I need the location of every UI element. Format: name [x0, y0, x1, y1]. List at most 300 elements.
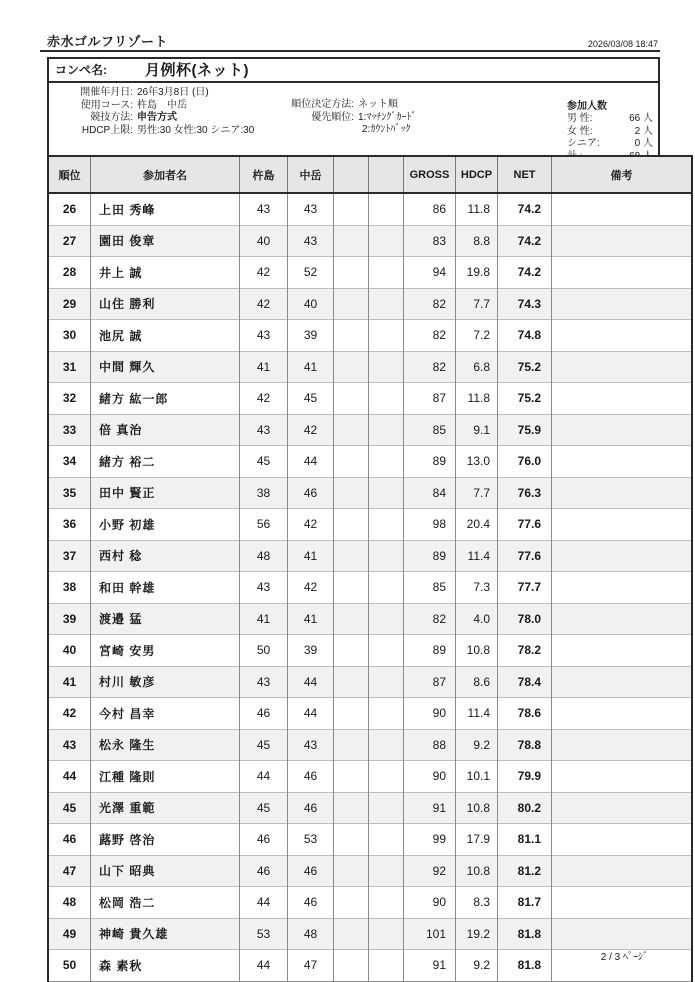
- nakadake-score-cell: 41: [288, 351, 334, 383]
- gross-cell: 89: [404, 540, 456, 572]
- blank-2-cell: [369, 887, 404, 919]
- nakadake-score-cell: 42: [288, 572, 334, 604]
- blank-2-cell: [369, 698, 404, 730]
- net-cell: 81.8: [498, 918, 552, 950]
- report-topbar: [40, 26, 660, 52]
- remarks-cell: [552, 414, 693, 446]
- remarks-cell: [552, 572, 693, 604]
- remarks-cell: [552, 635, 693, 667]
- hdcp-limit-value: 男性:30 女性:30 シニア:30: [137, 124, 255, 136]
- event-date-label: 開催年月日:: [80, 87, 133, 98]
- player-name-cell: 森 素秋: [91, 950, 240, 982]
- hdcp-cell: 8.8: [456, 225, 498, 257]
- participants-female-value: 2 人: [634, 125, 653, 137]
- player-name-cell: 松永 隆生: [91, 729, 240, 761]
- gross-cell: 88: [404, 729, 456, 761]
- blank-1-cell: [334, 855, 369, 887]
- nakadake-score-cell: 39: [288, 320, 334, 352]
- kijima-score-cell: 46: [240, 855, 288, 887]
- blank-1-cell: [334, 414, 369, 446]
- blank-2-cell: [369, 509, 404, 541]
- hdcp-cell: 7.7: [456, 477, 498, 509]
- course-label: 使用コース:: [80, 99, 133, 111]
- remarks-cell: [552, 477, 693, 509]
- table-row: [48, 351, 692, 383]
- col-header-gross: GROSS: [404, 156, 456, 193]
- player-name-cell: 田中 賢正: [91, 477, 240, 509]
- nakadake-score-cell: 41: [288, 603, 334, 635]
- hdcp-cell: 10.1: [456, 761, 498, 793]
- blank-2-cell: [369, 446, 404, 478]
- results-table: [47, 155, 693, 982]
- competition-name-label: コンペ名:: [55, 63, 107, 77]
- blank-2-cell: [369, 477, 404, 509]
- event-date-value: 26年3月8日 (日): [137, 87, 209, 98]
- gross-cell: 89: [404, 446, 456, 478]
- table-row: [48, 729, 692, 761]
- rank-cell: 32: [48, 383, 91, 415]
- hdcp-cell: 11.4: [456, 698, 498, 730]
- net-cell: 81.8: [498, 950, 552, 982]
- blank-2-cell: [369, 414, 404, 446]
- table-row: [48, 887, 692, 919]
- hdcp-cell: 17.9: [456, 824, 498, 856]
- net-cell: 74.3: [498, 288, 552, 320]
- hdcp-cell: 9.1: [456, 414, 498, 446]
- rank-cell: 35: [48, 477, 91, 509]
- player-name-cell: 緒方 裕二: [91, 446, 240, 478]
- kijima-score-cell: 42: [240, 257, 288, 289]
- rank-cell: 26: [48, 193, 91, 225]
- player-name-cell: 中間 輝久: [91, 351, 240, 383]
- table-row: [48, 446, 692, 478]
- report-footer: [47, 948, 656, 963]
- hdcp-cell: 9.2: [456, 950, 498, 982]
- gross-cell: 87: [404, 383, 456, 415]
- rank-cell: 39: [48, 603, 91, 635]
- nakadake-score-cell: 48: [288, 918, 334, 950]
- remarks-cell: [552, 193, 693, 225]
- gross-cell: 84: [404, 477, 456, 509]
- competition-name-row: [49, 59, 658, 83]
- player-name-cell: 西村 稔: [91, 540, 240, 572]
- table-row: [48, 635, 692, 667]
- blank-2-cell: [369, 792, 404, 824]
- kijima-score-cell: 48: [240, 540, 288, 572]
- rank-cell: 30: [48, 320, 91, 352]
- net-cell: 74.2: [498, 193, 552, 225]
- blank-1-cell: [334, 351, 369, 383]
- gross-cell: 89: [404, 635, 456, 667]
- print-datetime: 2026/03/08 18:47: [587, 39, 658, 49]
- participants-title: 参加人数: [567, 101, 607, 112]
- rank-cell: 43: [48, 729, 91, 761]
- gross-cell: 90: [404, 761, 456, 793]
- blank-1-cell: [334, 761, 369, 793]
- table-row: [48, 540, 692, 572]
- nakadake-score-cell: 45: [288, 383, 334, 415]
- rank-cell: 49: [48, 918, 91, 950]
- table-row: [48, 572, 692, 604]
- remarks-cell: [552, 887, 693, 919]
- hdcp-cell: 19.2: [456, 918, 498, 950]
- nakadake-score-cell: 42: [288, 414, 334, 446]
- kijima-score-cell: 44: [240, 887, 288, 919]
- rank-cell: 36: [48, 509, 91, 541]
- kijima-score-cell: 41: [240, 603, 288, 635]
- method-label: 競技方法:: [90, 112, 133, 123]
- kijima-score-cell: 43: [240, 666, 288, 698]
- blank-1-cell: [334, 477, 369, 509]
- net-cell: 81.1: [498, 824, 552, 856]
- gross-cell: 99: [404, 824, 456, 856]
- kijima-score-cell: 42: [240, 383, 288, 415]
- nakadake-score-cell: 41: [288, 540, 334, 572]
- participants-male-row: [567, 113, 653, 126]
- gross-cell: 94: [404, 257, 456, 289]
- rank-cell: 40: [48, 635, 91, 667]
- blank-1-cell: [334, 918, 369, 950]
- blank-1-cell: [334, 792, 369, 824]
- remarks-cell: [552, 729, 693, 761]
- net-cell: 77.7: [498, 572, 552, 604]
- nakadake-score-cell: 53: [288, 824, 334, 856]
- nakadake-score-cell: 40: [288, 288, 334, 320]
- net-cell: 81.7: [498, 887, 552, 919]
- blank-2-cell: [369, 572, 404, 604]
- nakadake-score-cell: 44: [288, 446, 334, 478]
- hdcp-cell: 20.4: [456, 509, 498, 541]
- hdcp-cell: 11.4: [456, 540, 498, 572]
- player-name-cell: 村川 敏彦: [91, 666, 240, 698]
- net-cell: 74.2: [498, 225, 552, 257]
- hdcp-cell: 4.0: [456, 603, 498, 635]
- net-cell: 81.2: [498, 855, 552, 887]
- blank-1-cell: [334, 635, 369, 667]
- competition-name: 月例杯(ネット): [145, 62, 249, 79]
- rank-cell: 29: [48, 288, 91, 320]
- hdcp-cell: 7.2: [456, 320, 498, 352]
- participants-senior-value: 0 人: [634, 138, 653, 149]
- blank-2-cell: [369, 855, 404, 887]
- net-cell: 80.2: [498, 792, 552, 824]
- player-name-cell: 小野 初雄: [91, 509, 240, 541]
- kijima-score-cell: 44: [240, 761, 288, 793]
- results-body: [48, 193, 692, 981]
- player-name-cell: 山下 昭典: [91, 855, 240, 887]
- table-row: [48, 383, 692, 415]
- net-cell: 75.2: [498, 383, 552, 415]
- priority-row-2: [358, 124, 416, 137]
- blank-2-cell: [369, 918, 404, 950]
- kijima-score-cell: 46: [240, 824, 288, 856]
- player-name-cell: 神崎 貴久雄: [91, 918, 240, 950]
- nakadake-score-cell: 44: [288, 666, 334, 698]
- blank-2-cell: [369, 729, 404, 761]
- table-row: [48, 288, 692, 320]
- nakadake-score-cell: 43: [288, 225, 334, 257]
- table-row: [48, 761, 692, 793]
- table-row: [48, 225, 692, 257]
- page-indicator: 2 / 3 ﾍﾟｰｼﾞ: [600, 952, 648, 963]
- rank-cell: 37: [48, 540, 91, 572]
- hdcp-cell: 8.3: [456, 887, 498, 919]
- blank-2-cell: [369, 351, 404, 383]
- hdcp-cell: 10.8: [456, 855, 498, 887]
- gross-cell: 83: [404, 225, 456, 257]
- remarks-cell: [552, 855, 693, 887]
- table-row: [48, 320, 692, 352]
- blank-1-cell: [334, 666, 369, 698]
- player-name-cell: 池尻 誠: [91, 320, 240, 352]
- table-row: [48, 257, 692, 289]
- priority-value-2: 2:ｶｳﾝﾄﾊﾞｯｸ: [362, 124, 411, 135]
- remarks-cell: [552, 351, 693, 383]
- gross-cell: 101: [404, 918, 456, 950]
- ranking-method-value: ネット順: [358, 99, 398, 110]
- rank-cell: 34: [48, 446, 91, 478]
- gross-cell: 82: [404, 320, 456, 352]
- table-row: [48, 698, 692, 730]
- blank-2-cell: [369, 761, 404, 793]
- table-row: [48, 855, 692, 887]
- remarks-cell: [552, 288, 693, 320]
- player-name-cell: 倍 真治: [91, 414, 240, 446]
- gross-cell: 90: [404, 698, 456, 730]
- hdcp-limit-label: HDCP上限:: [81, 124, 133, 136]
- rank-cell: 50: [48, 950, 91, 982]
- rank-cell: 44: [48, 761, 91, 793]
- gross-cell: 90: [404, 887, 456, 919]
- participants-male-value: 66 人: [629, 113, 653, 124]
- rank-cell: 46: [48, 824, 91, 856]
- gross-cell: 82: [404, 351, 456, 383]
- gross-cell: 85: [404, 572, 456, 604]
- net-cell: 79.9: [498, 761, 552, 793]
- blank-2-cell: [369, 193, 404, 225]
- net-cell: 75.2: [498, 351, 552, 383]
- ranking-method-row: [259, 99, 416, 112]
- gross-cell: 82: [404, 288, 456, 320]
- hdcp-cell: 10.8: [456, 792, 498, 824]
- rank-cell: 48: [48, 887, 91, 919]
- competition-header-box: [47, 57, 660, 159]
- results-header-row: [48, 156, 692, 193]
- col-header-nakadake-score: 中岳: [288, 156, 334, 193]
- remarks-cell: [552, 761, 693, 793]
- net-cell: 74.8: [498, 320, 552, 352]
- blank-1-cell: [334, 540, 369, 572]
- blank-2-cell: [369, 288, 404, 320]
- net-cell: 78.6: [498, 698, 552, 730]
- hdcp-cell: 8.6: [456, 666, 498, 698]
- rank-cell: 38: [48, 572, 91, 604]
- table-row: [48, 603, 692, 635]
- net-cell: 76.3: [498, 477, 552, 509]
- blank-1-cell: [334, 698, 369, 730]
- remarks-cell: [552, 225, 693, 257]
- table-row: [48, 792, 692, 824]
- player-name-cell: 園田 俊章: [91, 225, 240, 257]
- gross-cell: 82: [404, 603, 456, 635]
- player-name-cell: 山住 勝利: [91, 288, 240, 320]
- rank-cell: 42: [48, 698, 91, 730]
- player-name-cell: 渡邉 猛: [91, 603, 240, 635]
- kijima-score-cell: 46: [240, 698, 288, 730]
- blank-1-cell: [334, 824, 369, 856]
- net-cell: 77.6: [498, 540, 552, 572]
- table-row: [48, 193, 692, 225]
- remarks-cell: [552, 383, 693, 415]
- nakadake-score-cell: 46: [288, 792, 334, 824]
- nakadake-score-cell: 43: [288, 193, 334, 225]
- kijima-score-cell: 38: [240, 477, 288, 509]
- priority-value-1: 1:ﾏｯﾁﾝｸﾞｶｰﾄﾞ: [358, 111, 417, 123]
- nakadake-score-cell: 46: [288, 477, 334, 509]
- remarks-cell: [552, 257, 693, 289]
- table-row: [48, 824, 692, 856]
- kijima-score-cell: 50: [240, 635, 288, 667]
- player-name-cell: 井上 誠: [91, 257, 240, 289]
- player-name-cell: 蕗野 啓治: [91, 824, 240, 856]
- participants-female-label: 女 性:: [567, 125, 593, 137]
- remarks-cell: [552, 824, 693, 856]
- kijima-score-cell: 43: [240, 320, 288, 352]
- gross-cell: 91: [404, 950, 456, 982]
- hdcp-cell: 19.8: [456, 257, 498, 289]
- hdcp-cell: 9.2: [456, 729, 498, 761]
- col-header-remarks: 備考: [552, 156, 693, 193]
- col-header-kijima-score: 杵島: [240, 156, 288, 193]
- kijima-score-cell: 43: [240, 193, 288, 225]
- kijima-score-cell: 56: [240, 509, 288, 541]
- blank-2-cell: [369, 824, 404, 856]
- nakadake-score-cell: 39: [288, 635, 334, 667]
- course-value: 杵島 中岳: [137, 99, 187, 111]
- blank-1-cell: [334, 225, 369, 257]
- kijima-score-cell: 45: [240, 792, 288, 824]
- blank-2-cell: [369, 383, 404, 415]
- remarks-cell: [552, 603, 693, 635]
- hdcp-cell: 7.7: [456, 288, 498, 320]
- player-name-cell: 光澤 重範: [91, 792, 240, 824]
- priority-label: 優先順位:: [311, 111, 354, 123]
- net-cell: 78.2: [498, 635, 552, 667]
- remarks-cell: [552, 792, 693, 824]
- rank-cell: 45: [48, 792, 91, 824]
- nakadake-score-cell: 46: [288, 761, 334, 793]
- resort-name: 赤水ゴルフリゾート: [47, 34, 168, 49]
- nakadake-score-cell: 46: [288, 887, 334, 919]
- player-name-cell: 緒方 紘一郎: [91, 383, 240, 415]
- nakadake-score-cell: 52: [288, 257, 334, 289]
- hdcp-cell: 13.0: [456, 446, 498, 478]
- gross-cell: 85: [404, 414, 456, 446]
- blank-1-cell: [334, 383, 369, 415]
- col-header-player-name: 参加者名: [91, 156, 240, 193]
- nakadake-score-cell: 43: [288, 729, 334, 761]
- kijima-score-cell: 44: [240, 950, 288, 982]
- blank-2-cell: [369, 635, 404, 667]
- kijima-score-cell: 43: [240, 414, 288, 446]
- blank-1-cell: [334, 509, 369, 541]
- blank-1-cell: [334, 603, 369, 635]
- kijima-score-cell: 45: [240, 446, 288, 478]
- participants-female-row: [567, 126, 653, 139]
- gross-cell: 92: [404, 855, 456, 887]
- competition-info-mid: [259, 99, 416, 137]
- rank-cell: 33: [48, 414, 91, 446]
- blank-1-cell: [334, 729, 369, 761]
- ranking-method-label: 順位決定方法:: [291, 99, 354, 110]
- blank-1-cell: [334, 572, 369, 604]
- blank-1-cell: [334, 288, 369, 320]
- net-cell: 74.2: [498, 257, 552, 289]
- remarks-cell: [552, 666, 693, 698]
- hdcp-cell: 7.3: [456, 572, 498, 604]
- col-header-blank-2: [369, 156, 404, 193]
- table-row: [48, 918, 692, 950]
- gross-cell: 86: [404, 193, 456, 225]
- nakadake-score-cell: 47: [288, 950, 334, 982]
- player-name-cell: 上田 秀峰: [91, 193, 240, 225]
- gross-cell: 98: [404, 509, 456, 541]
- hdcp-cell: 10.8: [456, 635, 498, 667]
- remarks-cell: [552, 320, 693, 352]
- gross-cell: 87: [404, 666, 456, 698]
- col-header-net: NET: [498, 156, 552, 193]
- competition-info-area: [49, 83, 658, 157]
- table-row: [48, 666, 692, 698]
- hdcp-cell: 6.8: [456, 351, 498, 383]
- method-value: 申告方式: [137, 112, 177, 123]
- participants-summary: [567, 101, 653, 163]
- nakadake-score-cell: 44: [288, 698, 334, 730]
- rank-cell: 41: [48, 666, 91, 698]
- blank-1-cell: [334, 320, 369, 352]
- kijima-score-cell: 43: [240, 572, 288, 604]
- rank-cell: 47: [48, 855, 91, 887]
- blank-2-cell: [369, 603, 404, 635]
- table-row: [48, 414, 692, 446]
- participants-senior-label: シニア:: [567, 138, 600, 149]
- kijima-score-cell: 40: [240, 225, 288, 257]
- blank-1-cell: [334, 887, 369, 919]
- net-cell: 77.6: [498, 509, 552, 541]
- rank-cell: 31: [48, 351, 91, 383]
- blank-2-cell: [369, 320, 404, 352]
- player-name-cell: 江種 隆則: [91, 761, 240, 793]
- remarks-cell: [552, 446, 693, 478]
- blank-2-cell: [369, 257, 404, 289]
- course-row: [51, 100, 254, 113]
- blank-2-cell: [369, 225, 404, 257]
- blank-2-cell: [369, 540, 404, 572]
- net-cell: 78.8: [498, 729, 552, 761]
- hdcp-limit-row: [51, 125, 254, 138]
- blank-1-cell: [334, 193, 369, 225]
- kijima-score-cell: 41: [240, 351, 288, 383]
- blank-1-cell: [334, 257, 369, 289]
- kijima-score-cell: 53: [240, 918, 288, 950]
- hdcp-cell: 11.8: [456, 383, 498, 415]
- net-cell: 78.4: [498, 666, 552, 698]
- player-name-cell: 宮崎 安男: [91, 635, 240, 667]
- col-header-rank: 順位: [48, 156, 91, 193]
- remarks-cell: [552, 698, 693, 730]
- event-date-row: [51, 87, 254, 100]
- remarks-cell: [552, 918, 693, 950]
